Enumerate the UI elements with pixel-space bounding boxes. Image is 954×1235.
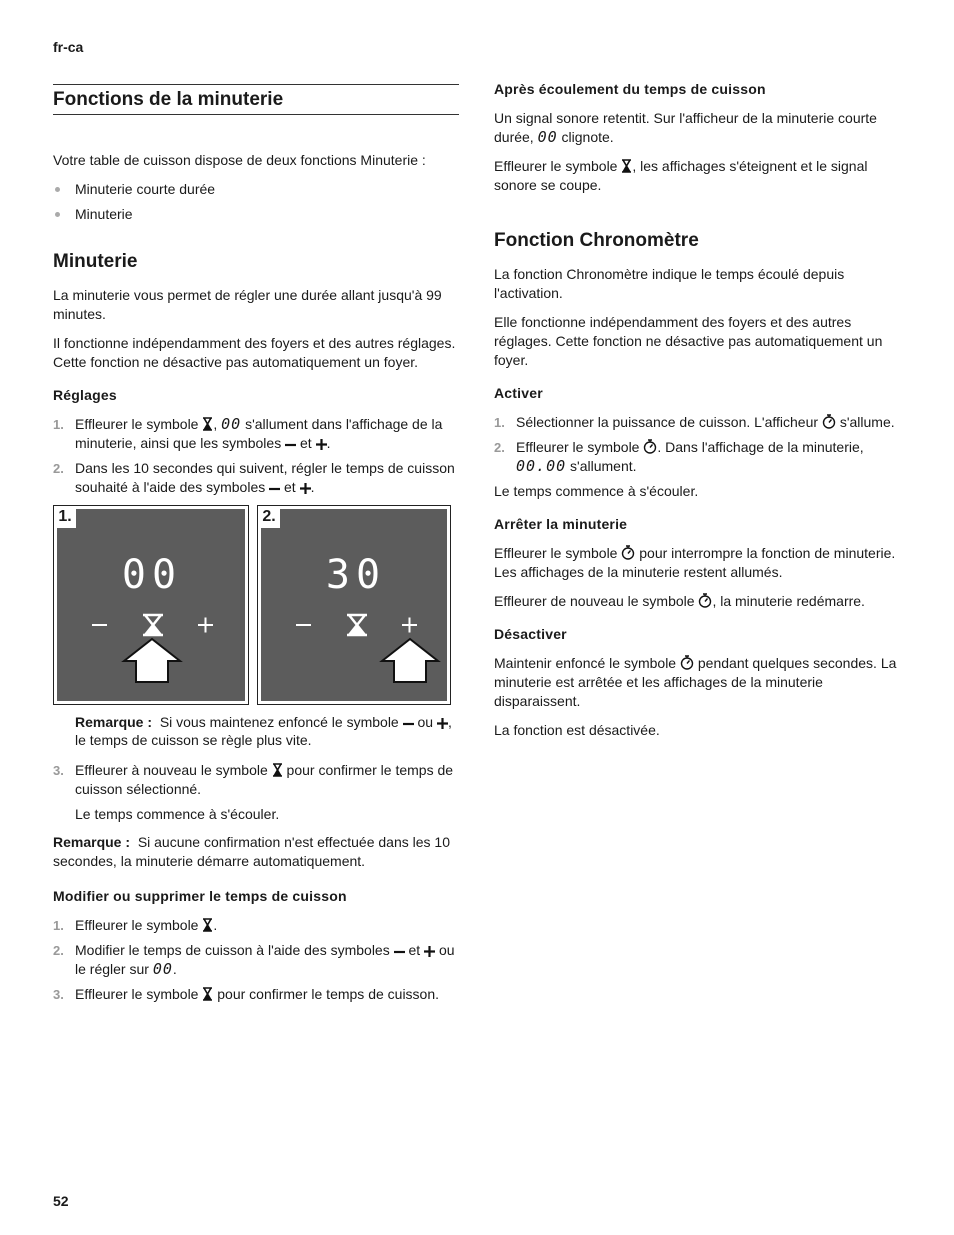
chrono-paragraph-1: La fonction Chronomètre indique le temps écoulé depuis l'activation.: [494, 266, 845, 301]
chrono-paragraph-2: Elle fonctionne indépendamment des foyers et des autres réglages. Cette fonction ne désactive pas automatiquement un foyer.: [494, 314, 883, 368]
minuterie-paragraph-1: La minuterie vous permet de régler une durée allant jusqu'à 99 minutes.: [53, 287, 442, 322]
step-number: 2.: [53, 943, 64, 958]
minus-icon: [394, 947, 405, 957]
stopwatch-icon: [680, 655, 694, 670]
plus-icon: [402, 618, 417, 633]
minuterie-paragraph-2: Il fonctionne indépendamment des foyers et des autres réglages. Cette fonction ne désactive pas automatiquement un foyer.: [53, 335, 456, 370]
chrono-heading: Fonction Chronomètre: [494, 230, 699, 251]
plus-icon: [300, 483, 311, 494]
plus-icon: [198, 618, 213, 633]
stopwatch-icon: [643, 439, 657, 454]
activer-steps: [494, 413, 904, 476]
panel-1-graphic: [54, 506, 248, 704]
remark-hold-symbol: Remarque : Si vous maintenez enfoncé le symbole ou , le temps de cuisson se règle plus vite.: [75, 714, 452, 748]
hourglass-icon: [202, 918, 213, 932]
display-value: 00: [121, 552, 183, 598]
arreter-paragraph-1: Effleurer le symbole pour interrompre la fonction de minuterie. Les affichages de la minuterie restent allumés.: [494, 545, 896, 580]
panel-2-graphic: [258, 506, 450, 704]
plus-icon: [437, 718, 448, 729]
desactiver-paragraph-1: Maintenir enfoncé le symbole pendant quelques secondes. La minuterie est arrêtée et les affichages de la minuterie disparaissent.: [494, 655, 897, 709]
step-number: 2.: [494, 440, 505, 455]
left-column: [53, 84, 459, 1010]
list-item: 2. Dans les 10 secondes qui suivent, régler le temps de cuisson souhaité à l'aide des symboles et .: [53, 460, 455, 495]
reglages-steps-continued: [53, 761, 459, 799]
hourglass-icon: [202, 987, 213, 1001]
stopwatch-icon: [621, 545, 635, 560]
hourglass-icon: [202, 417, 213, 431]
timer-panels-figure: [53, 505, 459, 705]
right-column: [494, 80, 904, 750]
up-arrow-icon: [124, 639, 180, 682]
modifier-steps: [53, 916, 459, 1004]
minus-icon: [403, 719, 414, 729]
minuterie-heading: Minuterie: [53, 251, 138, 272]
step-number: 1.: [53, 417, 64, 432]
step-number: 2.: [53, 461, 64, 476]
list-item: Minuterie courte durée: [53, 180, 459, 199]
segment-display: 00: [221, 415, 242, 433]
hourglass-icon: [143, 615, 163, 635]
apres-paragraph-1: Un signal sonore retentit. Sur l'afficheur de la minuterie courte durée, 00 clignote.: [494, 110, 877, 146]
desactiver-heading: Désactiver: [494, 626, 567, 642]
remark-auto-start: Remarque : Si aucune confirmation n'est effectuée dans les 10 secondes, la minuterie démarre automatiquement.: [53, 834, 450, 869]
activer-note: Le temps commence à s'écouler.: [494, 483, 699, 499]
segment-display: 00: [152, 960, 173, 978]
seven-segment-display: [122, 552, 182, 598]
step-number: 1.: [494, 415, 505, 430]
list-item: 2. Modifier le temps de cuisson à l'aide des symboles et ou le régler sur 00.: [53, 942, 455, 978]
list-item: 1. Effleurer le symbole , 00 s'allument dans l'affichage de la minuterie, ainsi que les symboles et .: [53, 415, 443, 451]
timer-function-list: [53, 180, 459, 224]
section-title: Fonctions de la minuterie: [53, 84, 459, 115]
stopwatch-icon: [698, 593, 712, 608]
arreter-heading: Arrêter la minuterie: [494, 516, 628, 532]
panel-step-2: [257, 505, 451, 705]
intro-text: Votre table de cuisson dispose de deux fonctions Minuterie :: [53, 152, 426, 168]
apres-paragraph-2: Effleurer le symbole , les affichages s'éteignent et le signal sonore se coupe.: [494, 158, 868, 193]
step-number: 3.: [53, 987, 64, 1002]
hourglass-icon: [347, 615, 367, 635]
hourglass-icon: [621, 159, 632, 173]
panel-label: 2.: [258, 506, 280, 528]
segment-display: 00: [537, 128, 558, 146]
list-item: 3. Effleurer le symbole pour confirmer le temps de cuisson.: [53, 986, 440, 1002]
reglages-heading: Réglages: [53, 387, 117, 403]
arreter-paragraph-2: Effleurer de nouveau le symbole , la minuterie redémarre.: [494, 593, 865, 609]
stopwatch-icon: [822, 414, 836, 429]
plus-icon: [424, 946, 435, 957]
list-item: 1. Effleurer le symbole .: [53, 917, 218, 933]
minus-icon: [269, 484, 280, 494]
list-item: 3. Effleurer à nouveau le symbole pour confirmer le temps de cuisson sélectionné.: [53, 762, 454, 797]
display-value: 30: [325, 552, 387, 598]
step-number: 1.: [53, 918, 64, 933]
language-tag: fr-ca: [53, 39, 84, 55]
activer-heading: Activer: [494, 385, 543, 401]
list-item: 1. Sélectionner la puissance de cuisson. L'afficheur s'allume.: [494, 414, 895, 430]
list-item: 2. Effleurer le symbole . Dans l'affichage de la minuterie, 00.00 s'allument.: [494, 439, 864, 475]
list-item: Minuterie: [53, 205, 459, 224]
panel-step-1: [53, 505, 249, 705]
segment-display: 00.00: [516, 457, 567, 475]
apres-heading: Après écoulement du temps de cuisson: [494, 81, 766, 97]
minus-icon: [285, 440, 296, 450]
hourglass-icon: [272, 763, 283, 777]
panel-label: 1.: [54, 506, 76, 528]
modifier-heading: Modifier ou supprimer le temps de cuisson: [53, 888, 347, 904]
page-number: 52: [53, 1193, 69, 1209]
time-starts-note: Le temps commence à s'écouler.: [75, 806, 280, 822]
step-number: 3.: [53, 763, 64, 778]
up-arrow-icon: [382, 639, 438, 682]
desactiver-paragraph-2: La fonction est désactivée.: [494, 722, 660, 738]
plus-icon: [316, 439, 327, 450]
reglages-steps: [53, 415, 459, 497]
